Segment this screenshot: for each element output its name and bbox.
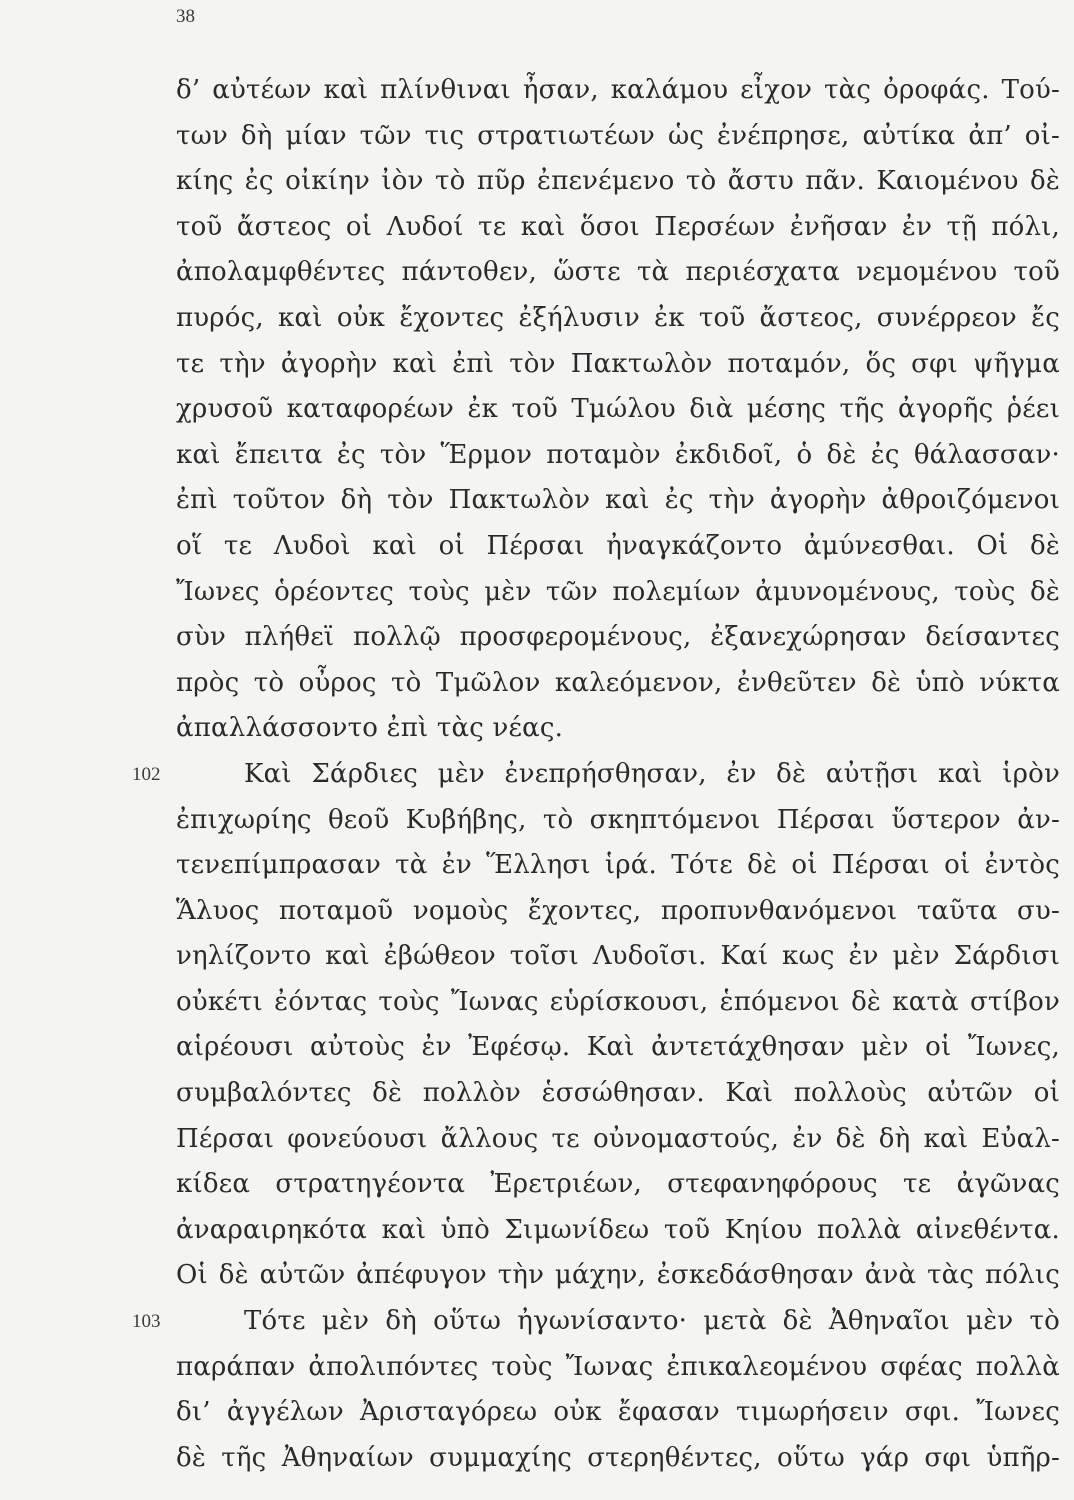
- line-text: Τότε μὲν δὴ οὕτω ἠγωνίσαντο· μετὰ δὲ Ἀθηναῖοι μὲν τὸ: [244, 1306, 1060, 1337]
- page-number: 38: [176, 6, 195, 27]
- line-text: ἐπιχωρίης θεοῦ Κυβήβης, τὸ σκηπτόμενοι Πέρσαι ὕστερον ἀν-: [176, 804, 1060, 835]
- text-line: [176, 980, 1060, 1026]
- text-line: [176, 798, 1060, 844]
- line-text: Οἱ δὲ αὐτῶν ἀπέφυγον τὴν μάχην, ἐσκεδάσθησαν ἀνὰ τὰς πόλις: [176, 1260, 1060, 1291]
- line-text: Ἅλυος ποταμοῦ νομοὺς ἔχοντες, προπυνθανόμενοι ταῦτα συ-: [176, 895, 1060, 926]
- line-text: των δὴ μίαν τῶν τις στρατιωτέων ὡς ἐνέπρησε, αὐτίκα ἀπ’ οἰ-: [176, 120, 1060, 151]
- line-text: ἀπολαμφθέντες πάντοθεν, ὥστε τὰ περιέσχατα νεμομένου τοῦ: [176, 257, 1060, 288]
- section-number: 103: [132, 1311, 161, 1333]
- line-text: δι’ ἀγγέλων Ἀρισταγόρεω οὐκ ἔφασαν τιμωρήσειν σφι. Ἴωνες: [176, 1397, 1060, 1428]
- text-line: [176, 615, 1060, 661]
- line-text: Πέρσαι φονεύουσι ἄλλους τε οὐνομαστούς, ἐν δὲ δὴ καὶ Εὐαλ-: [176, 1123, 1060, 1154]
- line-text: σὺν πλήθεϊ πολλῷ προσφερομένους, ἐξανεχώρησαν δείσαντες: [176, 622, 1060, 653]
- text-line: [176, 1345, 1060, 1391]
- line-text: κίης ἐς οἰκίην ἰὸν τὸ πῦρ ἐπενέμενο τὸ ἄστυ πᾶν. Καιομένου δὲ: [176, 166, 1060, 197]
- text-line: [176, 524, 1060, 570]
- line-text: πρὸς τὸ οὖρος τὸ Τμῶλον καλεόμενον, ἐνθεῦτεν δὲ ὑπὸ νύκτα: [176, 667, 1060, 698]
- line-text: Καὶ Σάρδιες μὲν ἐνεπρήσθησαν, ἐν δὲ αὐτῇσι καὶ ἱρὸν: [244, 758, 1060, 789]
- text-line: [176, 1117, 1060, 1163]
- text-line: [176, 1436, 1060, 1482]
- text-line: [176, 114, 1060, 160]
- line-text: τοῦ ἄστεος οἱ Λυδοί τε καὶ ὅσοι Περσέων ἐνῆσαν ἐν τῇ πόλι,: [176, 211, 1060, 242]
- line-text: χρυσοῦ καταφορέων ἐκ τοῦ Τμώλου διὰ μέσης τῆς ἀγορῆς ῥέει: [176, 394, 1060, 425]
- line-text: τενεπίμπρασαν τὰ ἐν Ἕλλησι ἱρά. Τότε δὲ οἱ Πέρσαι οἱ ἐντὸς: [176, 850, 1060, 881]
- text-line: [176, 1208, 1060, 1254]
- text-line: [176, 843, 1060, 889]
- text-line: [176, 570, 1060, 616]
- text-line: [176, 1162, 1060, 1208]
- line-text: κίδεα στρατηγέοντα Ἐρετριέων, στεφανηφόρους τε ἀγῶνας: [176, 1169, 1060, 1200]
- greek-text-body: [132, 68, 1060, 1481]
- text-line: [176, 889, 1060, 935]
- line-text: ἐπὶ τοῦτον δὴ τὸν Πακτωλὸν καὶ ἐς τὴν ἀγορὴν ἀθροιζόμενοι: [176, 485, 1060, 516]
- line-text: συμβαλόντες δὲ πολλὸν ἑσσώθησαν. Καὶ πολλοὺς αὐτῶν οἱ: [176, 1078, 1060, 1109]
- text-line: [176, 387, 1060, 433]
- line-text: δὲ τῆς Ἀθηναίων συμμαχίης στερηθέντες, οὕτω γάρ σφι ὑπῆρ-: [176, 1442, 1060, 1473]
- text-line: [176, 68, 1060, 114]
- text-line: [176, 250, 1060, 296]
- text-line: [176, 1253, 1060, 1299]
- text-line: [176, 934, 1060, 980]
- line-text: παράπαν ἀπολιπόντες τοὺς Ἴωνας ἐπικαλεομένου σφέας πολλὰ: [176, 1351, 1060, 1382]
- text-line: [176, 342, 1060, 388]
- text-line: [176, 1071, 1060, 1117]
- line-text: Ἴωνες ὁρέοντες τοὺς μὲν τῶν πολεμίων ἀμυνομένους, τοὺς δὲ: [176, 576, 1060, 607]
- text-line: [176, 296, 1060, 342]
- line-text: πυρός, καὶ οὐκ ἔχοντες ἐξήλυσιν ἐκ τοῦ ἄστεος, συνέρρεον ἔς: [176, 302, 1060, 333]
- section-number: 102: [132, 763, 161, 785]
- text-line: [132, 1299, 1060, 1345]
- text-line: [176, 433, 1060, 479]
- line-text: νηλίζοντο καὶ ἐβώθεον τοῖσι Λυδοῖσι. Καί κως ἐν μὲν Σάρδισι: [176, 941, 1060, 972]
- line-text: οἵ τε Λυδοὶ καὶ οἱ Πέρσαι ἠναγκάζοντο ἀμύνεσθαι. Οἱ δὲ: [176, 530, 1060, 561]
- text-line: [176, 1025, 1060, 1071]
- line-text: ἀναραιρηκότα καὶ ὑπὸ Σιμωνίδεω τοῦ Κηίου πολλὰ αἰνεθέντα.: [176, 1214, 1060, 1245]
- text-line: [176, 706, 1060, 752]
- text-line: [176, 661, 1060, 707]
- text-line: [176, 205, 1060, 251]
- text-line: [176, 1390, 1060, 1436]
- line-text: δ’ αὐτέων καὶ πλίνθιναι ἦσαν, καλάμου εἶχον τὰς ὀροφάς. Τού-: [176, 75, 1060, 105]
- line-text: αἱρέουσι αὐτοὺς ἐν Ἐφέσῳ. Καὶ ἀντετάχθησαν μὲν οἱ Ἴωνες,: [176, 1032, 1060, 1063]
- line-text: καὶ ἔπειτα ἐς τὸν Ἕρμον ποταμὸν ἐκδιδοῖ, ὁ δὲ ἐς θάλασσαν·: [176, 439, 1060, 470]
- line-text: ἀπαλλάσσοντο ἐπὶ τὰς νέας.: [176, 713, 564, 744]
- text-line: [176, 478, 1060, 524]
- line-text: οὐκέτι ἐόντας τοὺς Ἴωνας εὑρίσκουσι, ἑπόμενοι δὲ κατὰ στίβον: [176, 986, 1060, 1017]
- line-text: τε τὴν ἀγορὴν καὶ ἐπὶ τὸν Πακτωλὸν ποταμόν, ὅς σφι ψῆγμα: [176, 348, 1060, 379]
- text-line: [132, 752, 1060, 798]
- text-line: [176, 159, 1060, 205]
